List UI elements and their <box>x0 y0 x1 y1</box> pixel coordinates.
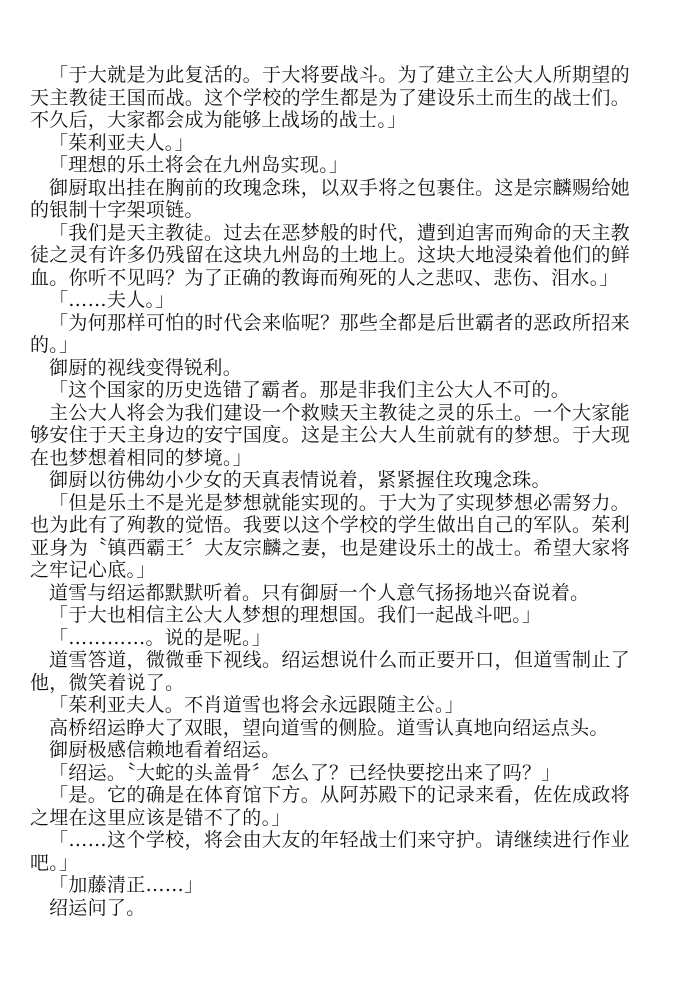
paragraph: 御厨极感信赖地看着绍运。 <box>49 739 281 761</box>
paragraph: 「……夫人。」 <box>49 289 175 311</box>
paragraph: 「理想的乐土将会在九州岛实现。」 <box>49 154 349 176</box>
paragraph: 「我们是天主教徒。过去在恶梦般的时代，遭到迫害而殉命的天主教徒之灵有许多仍残留在这块九州岛的土地上。这块大地浸染着他们的鲜血。你听不见吗？为了正确的教诲而殉死的人之悲叹、悲伤、泪水。」 <box>30 221 630 289</box>
paragraph: 「绍运。〝大蛇的头盖骨〞怎么了？已经快要挖出来了吗？」 <box>49 761 561 784</box>
paragraph: 「为何那样可怕的时代会来临呢？那些全都是后世霸者的恶政所招来的。」 <box>30 311 630 356</box>
paragraph: 「这个国家的历史选错了霸者。那是非我们主公大人不可的。 <box>49 379 571 401</box>
paragraph: 「……这个学校，将会由大友的年轻战士们来守护。请继续进行作业吧。」 <box>30 829 630 874</box>
paragraph: 御厨以彷佛幼小少女的天真表情说着，紧紧握住玫瑰念珠。 <box>49 469 551 491</box>
paragraph: 「茱利亚夫人。」 <box>49 131 194 154</box>
paragraph: 「于大就是为此复活的。于大将要战斗。为了建立主公大人所期望的天主教徒王国而战。这个学校的学生都是为了建设乐土而生的战士们。不久后，大家都会成为能够上战场的战士。」 <box>30 64 630 131</box>
paragraph: 主公大人将会为我们建设一个救赎天主教徒之灵的乐土。一个大家能够安住于天主身边的安宁国度。这是主公大人生前就有的梦想。于大现在也梦想着相同的梦境。」 <box>30 401 630 469</box>
paragraph: 道雪答道，微微垂下视线。绍运想说什么而正要开口，但道雪制止了他，微笑着说了。 <box>30 649 630 694</box>
paragraph: 「加藤清正……」 <box>49 874 204 896</box>
paragraph: 高桥绍运睁大了双眼，望向道雪的侧脸。道雪认真地向绍运点头。 <box>49 716 609 739</box>
paragraph: 「是。它的确是在体育馆下方。从阿苏殿下的记录来看，佐佐成政将之埋在这里应该是错不了的。」 <box>30 784 630 829</box>
paragraph: 御厨取出挂在胸前的玫瑰念珠，以双手将之包裹住。这是宗麟赐给她的银制十字架项链。 <box>30 176 630 221</box>
paragraph: 绍运问了。 <box>49 896 146 919</box>
document-body <box>30 64 630 919</box>
paragraph: 「茱利亚夫人。不肖道雪也将会永远跟随主公。」 <box>49 694 465 716</box>
paragraph: 御厨的视线变得锐利。 <box>49 356 243 379</box>
paragraph: 「…………。说的是呢。」 <box>49 626 272 649</box>
paragraph: 「但是乐土不是光是梦想就能实现的。于大为了实现梦想必需努力。也为此有了殉教的觉悟。我要以这个学校的学生做出自己的军队。茱利亚身为〝镇西霸王〞大友宗麟之妻，也是建设乐土的战士。希望大家将之牢记心底。」 <box>30 491 630 581</box>
paragraph: 道雪与绍运都默默听着。只有御厨一个人意气扬扬地兴奋说着。 <box>49 581 590 604</box>
paragraph: 「于大也相信主公大人梦想的理想国。我们一起战斗吧。」 <box>49 604 542 626</box>
